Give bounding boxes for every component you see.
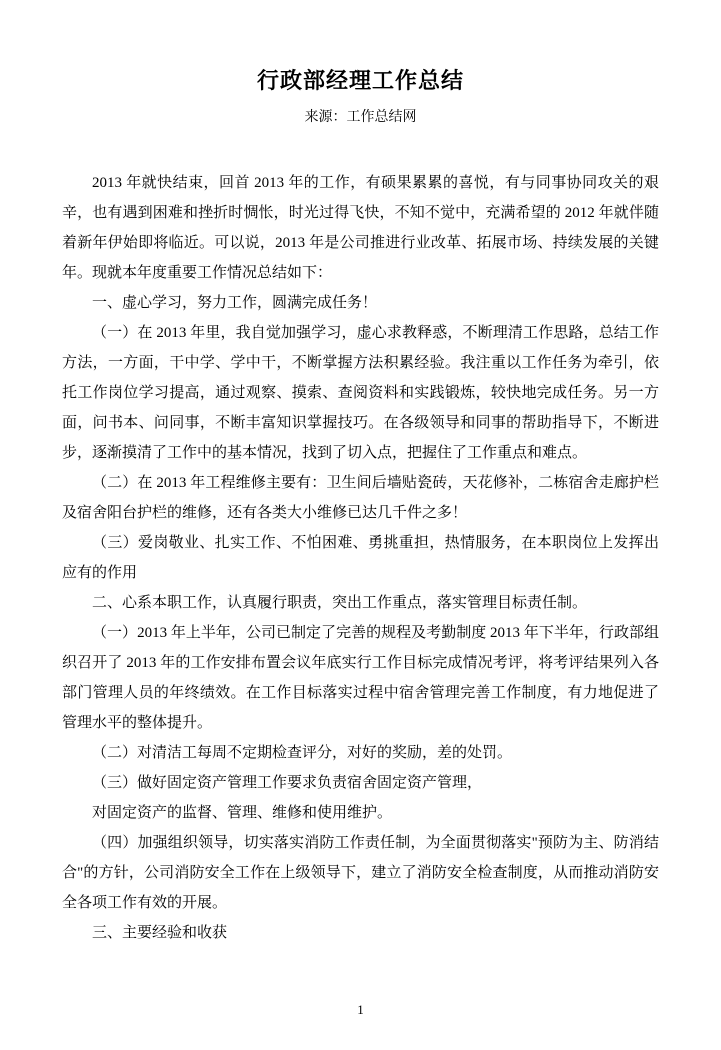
paragraph-section-3: 三、主要经验和收获: [92, 925, 228, 941]
document-title: 行政部经理工作总结: [256, 68, 464, 93]
document-body: [62, 168, 659, 948]
paragraph-2-4: （四）加强组织领导，切实落实消防工作责任制，为全面贯彻落实"预防为主、防消结合"的方针，公司消防安全工作在上级领导下，建立了消防安全检查制度，从而推动消防安全各项工作有效的开展。: [62, 835, 659, 911]
page-footer: [0, 1003, 721, 1017]
paragraph-section-2: 二、心系本职工作，认真履行职责，突出工作重点，落实管理目标责任制。: [92, 595, 588, 611]
paragraph-intro: 2013 年就快结束，回首 2013 年的工作，有硕果累累的喜悦，有与同事协同攻关的艰辛，也有遇到困难和挫折时惆怅，时光过得飞快，不知不觉中，充满希望的 2012 年就伴随着新年伊始即将临近。可以说，2013 年是公司推进行业改革、拓展市场、持续发展的关键年。现就本年度重要工作情况总结如下：: [62, 175, 659, 281]
document-source: 来源：工作总结网: [304, 110, 417, 125]
paragraph-2-3-cont: 对固定资产的监督、管理、维修和使用维护。: [92, 805, 393, 821]
paragraph-1-1: （一）在 2013 年里，我自觉加强学习，虚心求教释惑，不断理清工作思路，总结工作方法，一方面，干中学、学中干，不断掌握方法积累经验。我注重以工作任务为牵引，依托工作岗位学习提高，通过观察、摸索、查阅资料和实践锻炼，较快地完成任务。另一方面，问书本、问同事，不断丰富知识掌握技巧。在各级领导和同事的帮助指导下，不断进步，逐渐摸清了工作中的基本情况，找到了切入点，把握住了工作重点和难点。: [62, 325, 659, 461]
paragraph-2-3: （三）做好固定资产管理工作要求负责宿舍固定资产管理，: [92, 775, 483, 791]
paragraph-section-1: 一、虚心学习，努力工作，圆满完成任务！: [92, 295, 378, 311]
paragraph-2-1: （一）2013 年上半年，公司已制定了完善的规程及考勤制度 2013 年下半年，行政部组织召开了 2013 年的工作安排布置会议年底实行工作目标完成情况考评，将考评结果列入各部门管理人员的年终绩效。在工作目标落实过程中宿舍管理完善工作制度，有力地促进了管理水平的整体提升。: [62, 625, 659, 731]
page-number: 1: [357, 1002, 364, 1017]
paragraph-1-3: （三）爱岗敬业、扎实工作、不怕困难、勇挑重担，热情服务，在本职岗位上发挥出应有的作用: [62, 535, 659, 581]
paragraph-1-2: （二）在 2013 年工程维修主要有：卫生间后墙贴瓷砖，天花修补，二栋宿舍走廊护栏及宿舍阳台护栏的维修，还有各类大小维修已达几千件之多！: [62, 475, 659, 521]
paragraph-2-2: （二）对清洁工每周不定期检查评分，对好的奖励，差的处罚。: [92, 745, 513, 761]
